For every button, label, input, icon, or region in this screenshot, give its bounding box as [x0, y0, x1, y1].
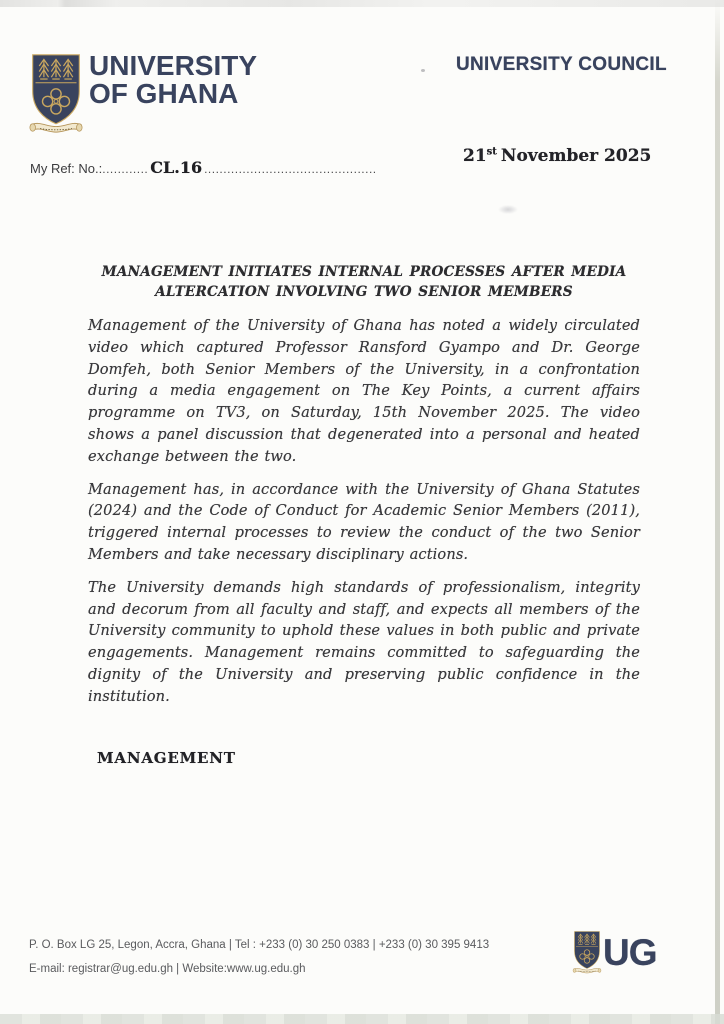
- reference-line: [30, 158, 377, 177]
- footer-address-line: P. O. Box LG 25, Legon, Accra, Ghana | Tel : +233 (0) 30 250 0383 | +233 (0) 30 395 9413: [29, 939, 490, 951]
- scan-edge-bottom: [0, 1014, 724, 1024]
- university-wordmark: [89, 52, 257, 108]
- letter-title-line1: MANAGEMENT INITIATES INTERNAL PROCESSES AFTER MEDIA: [101, 264, 627, 280]
- date-month-year: November 2025: [500, 146, 652, 166]
- paragraph-3: The University demands high standards of professionalism, integrity and decorum from all faculty and staff, and expects all members of the University community to uphold these values in both public and private engagements. Management remains committed to safeguarding the dignity of the University and preserving public confidence in the institution.: [88, 578, 640, 705]
- date-day: 21: [463, 146, 487, 166]
- letter-body: [88, 262, 640, 767]
- letter-title: [88, 262, 640, 302]
- signature-block: MANAGEMENT: [97, 748, 236, 767]
- scan-smudge-artifact: [498, 205, 518, 214]
- wordmark-line2: OF GHANA: [89, 78, 239, 109]
- letter-title-line2: ALTERCATION INVOLVING TWO SENIOR MEMBERS: [155, 284, 573, 300]
- footer-logo: [572, 930, 657, 974]
- reference-dots-after: .............................................: [204, 162, 377, 176]
- reference-number: CL.16: [150, 158, 203, 177]
- ink-dot-artifact: [421, 69, 425, 72]
- office-title: UNIVERSITY COUNCIL: [456, 54, 667, 75]
- reference-dots-before: ............: [102, 162, 149, 176]
- paragraph-1: Management of the University of Ghana has noted a widely circulated video which captured Professor Ransford Gyampo and Dr. George Domfeh, both Senior Members of the University, in a confrontation during a media engagement on The Key Points, a current affairs programme on TV3, on Saturday, 15th November 2025. The video shows a panel discussion that degenerated into a personal and heated exchange between the two.: [88, 317, 640, 465]
- university-crest-logo-icon: [28, 52, 84, 134]
- wordmark-line1: UNIVERSITY: [89, 50, 258, 81]
- footer-contact: [29, 933, 489, 981]
- scan-edge-right: [715, 0, 720, 1024]
- date-ordinal: st: [486, 146, 497, 158]
- university-crest-small-icon: [572, 930, 602, 974]
- paragraph-2: Management has, in accordance with the University of Ghana Statutes (2024) and the Code of Conduct for Academic Senior Members (2011), triggered internal processes to review the conduct of the two Senior Members and take necessary disciplinary actions.: [88, 480, 640, 563]
- ug-logo-text: UG: [603, 931, 657, 973]
- footer-email-line: E-mail: registrar@ug.edu.gh | Website:www.ug.edu.gh: [29, 963, 306, 975]
- scan-edge-top: [0, 0, 724, 7]
- letter-date: [463, 146, 651, 166]
- reference-label: My Ref: No.:: [30, 161, 103, 176]
